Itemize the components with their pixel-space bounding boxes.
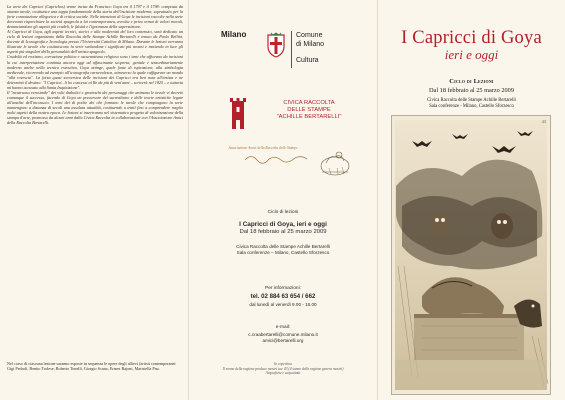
comune-line: Comune xyxy=(296,32,323,39)
lecture-cycle-label: Ciclo di lezioni xyxy=(267,210,299,215)
paragraph: Il "mostruoso verosimile" dei volti diabolici e grotteschi dei personaggi che animano le tavole vi decretò comunque il successo, facendo di Goya un precursore del surrealismo e delle teorie artistiche legate all'analisi dell'inconscio. I temi dei di poche dei che formano le tavole che compongono la serie mantengono a distanza di secoli una assoluta attualità, costituendo a tratti fino a comprendere meglio molti aspetti della nostra epoca. Le lezioni si inseriranno nel sistematico progetto di valorizzazione della stampa d'arte, promosso da alcuni anni dalla Civica Raccolta in collaborazione con l'Associazione Amici della Raccolta Bertarelli. xyxy=(7,89,183,126)
bertarelli-label xyxy=(263,100,355,121)
info-hours: dal lunedì al venerdì 9.00 - 16.00 xyxy=(249,302,317,307)
milano-crest-icon xyxy=(265,32,287,58)
bertarelli-line: CIVICA RACCOLTA xyxy=(283,100,335,106)
credit-line: In copertina xyxy=(274,362,292,366)
left-panel xyxy=(0,0,188,400)
comune-line: di Milano xyxy=(296,40,325,48)
venue-line: Civica Raccolta delle Stampe Achille Bertarelli xyxy=(427,98,516,103)
info-label: Per informazioni: xyxy=(265,286,301,291)
email-address[interactable]: c.craabertarelli@comune.milano.it xyxy=(248,332,318,337)
lecture-venue xyxy=(189,244,377,256)
comune-di-milano-logo xyxy=(221,30,371,70)
venue-line: Civica Raccolta delle Stampe Achille Bertarelli xyxy=(236,244,330,249)
footer-paragraph: Nel corso di ciascuna lezione saranno esposte in sequenza le opere degli allievi (artisti contemporanei Gigi Pedroli, Benito Trolese, Roberto Tonelli, Giorgio Scano, Ermes Bajoni, Maristella Pau. xyxy=(7,361,176,372)
milano-word: Milano xyxy=(221,30,247,39)
cultura-label: Cultura xyxy=(296,57,319,64)
exhibition-note xyxy=(7,361,183,371)
cover-cycle-label: Ciclo di Lezioni xyxy=(449,78,494,85)
credit-line: Acquaforte e acquatinta xyxy=(265,371,301,376)
introduction-text xyxy=(7,4,183,125)
goya-etching-image xyxy=(391,115,551,395)
cover-title: I Capricci di Goya xyxy=(401,28,542,48)
bertarelli-line: "ACHILLE BERTARELLI" xyxy=(276,114,342,120)
venue-line: Sala conferenze – Milano, Castello Sforzesco xyxy=(236,249,330,255)
plate-number: 43 xyxy=(541,119,546,124)
cover-credit xyxy=(189,362,377,376)
email-list xyxy=(189,332,377,344)
bertarelli-line: DELLE STAMPE xyxy=(287,107,331,113)
cover-venue xyxy=(378,98,565,110)
paragraph: Ai Capricci di Goya, agli aspetti tecnici, storici e alla modernità del loro contenuto, sarà dedicato un ciclo di lezioni organizzato dalla Raccolta delle Stampe Achille Bertarelli e tenuto da Paolo Bellini, docente di Iconografia e Iconologia presso l'Università Cattolica di Milano. Durante le lezioni verranno illustrate le tavole che costituiscono la serie svelandone i significati più arcani e mettendo in luce gli aspetti più singolari della personalità dell'artista spagnolo. xyxy=(7,29,183,55)
cover-cycle-dates: Dal 18 febbraio al 25 marzo 2009 xyxy=(429,87,514,94)
amici-illustration xyxy=(317,146,353,178)
paragraph: La serie dei Capricci (Caprichos) venne incisa da Francisco Goya tra il 1797 e il 1798: composta da ottanta tavole, costituisce una tappa fondamentale della storia dell'incisione moderna, soprattutto per la forte connotazione allegorica e di critica sociale. Nelle intenzioni di Goya le incisioni raccolte nella serie dovevano rispecchiare la società spagnola a lui contemporanea, avvolta e priva ormai di valori morali, denunciandone gli aspetti più crudeli, le falsità e l'ignoranza della superstizione. xyxy=(7,4,183,30)
amici-label: Associazione Amici della Raccolta delle Stampe xyxy=(228,146,298,150)
divider xyxy=(291,31,292,68)
cover-subtitle: ieri e oggi xyxy=(444,47,499,62)
paragraph: Crudeltà ed erotismo, corruzione politica e oscurantismo religioso sono i temi che affiorano da incisioni la cui interpretazione continua ancora oggi ad affascinante scoperta; geniale e straordinariamente moderno anche nella tecnica esecutiva, Goya attinge, quale fonte di ispirazione, alla simbologia medievale, ricorrendo ad esempio all'iconografia carnevalesca, attraverso la quale raffigurare un mondo "alla rovescia". La forza quasi sovversiva delle incisioni dei Capricci era ben nota all'artista e ne determinò il destino: "I Capricci...li ho concessi al Re da più di vent'anni – scriverà nel 1825 – e tuttavia mi hanno accusato alla Santa Inquisizione". xyxy=(7,54,183,90)
email-label: e-mail: xyxy=(275,325,291,330)
lecture-cycle-title: I Capricci di Goya, ieri e oggi xyxy=(239,221,327,228)
middle-panel xyxy=(189,0,377,400)
right-panel-cover xyxy=(378,0,565,400)
comune-label xyxy=(296,32,324,49)
info-phone: tel. 02 884 63 654 / 662 xyxy=(250,293,316,300)
raccolta-bertarelli-logo xyxy=(229,95,369,140)
amici-association-logo xyxy=(217,146,357,196)
signature-mark xyxy=(241,152,311,164)
venue-line: Sala conferenze - Milano, Castello Sforzesco xyxy=(429,103,514,109)
credit-line: Il sonno della ragione produce mostri tav. 43 (il sonno della ragione genera mostri) xyxy=(222,366,344,371)
castle-tower-icon xyxy=(229,95,247,131)
lecture-cycle-dates: Dal 18 febbraio al 25 marzo 2009 xyxy=(239,229,327,235)
sleep-of-reason-illustration xyxy=(392,116,550,394)
email-address[interactable]: amici@bertarelli.org xyxy=(262,338,304,343)
